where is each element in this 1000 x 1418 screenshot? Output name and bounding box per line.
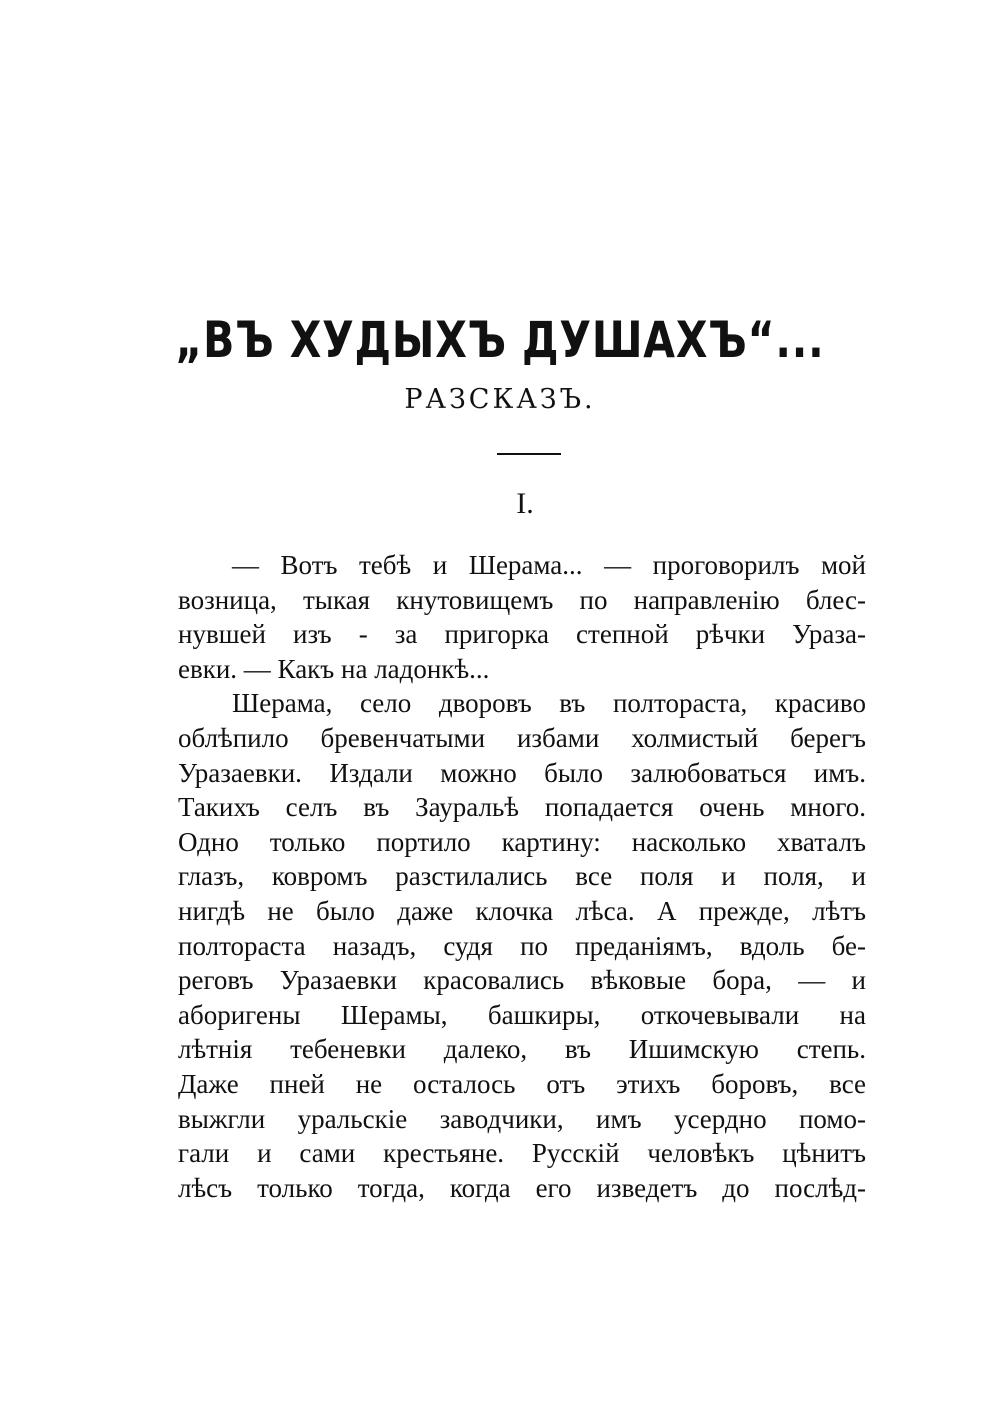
text-line: аборигены Шерамы, башкиры, откочевывали на bbox=[178, 999, 866, 1030]
text-line: нувшей изъ - за пригорка степной рѣчки Ураза- bbox=[178, 619, 866, 650]
text-line: нигдѣ не было даже клочка лѣса. А прежде, лѣтъ bbox=[178, 895, 866, 926]
text-line: гали и сами крестьяне. Русскій человѣкъ цѣнитъ bbox=[178, 1138, 866, 1169]
text-line: Такихъ селъ въ Зауральѣ попадается очень много. bbox=[178, 792, 866, 823]
title-divider bbox=[497, 453, 561, 455]
text-line: возница, тыкая кнутовищемъ по направленію блес- bbox=[178, 584, 866, 615]
text-line: полтораста назадъ, судя по преданіямъ, вдоль бе- bbox=[178, 930, 866, 961]
text-line: Даже пней не осталось отъ этихъ боровъ, все bbox=[178, 1068, 866, 1099]
text-line: евки. — Какъ на ладонкѣ... bbox=[178, 653, 490, 684]
text-line: лѣсъ только тогда, когда его изведетъ до послѣд- bbox=[178, 1172, 866, 1203]
text-line: лѣтнія тебеневки далеко, въ Ишимскую степь. bbox=[178, 1034, 866, 1065]
body-text bbox=[178, 548, 866, 1205]
story-subtitle: РАЗСКАЗЪ. bbox=[404, 384, 596, 415]
text-line: глазъ, ковромъ разстилались все поля и поля, и bbox=[178, 861, 866, 892]
text-line: Одно только портило картину: насколько хваталъ bbox=[178, 826, 866, 857]
chapter-number: I. bbox=[516, 487, 534, 520]
text-line: выжгли уральскіе заводчики, имъ усердно помо- bbox=[178, 1103, 866, 1134]
text-line: Шерама, село дворовъ въ полтораста, красиво bbox=[232, 688, 866, 719]
text-line: Уразаевки. Издали можно было залюбоваться имъ. bbox=[178, 757, 866, 788]
text-line: облѣпило бревенчатыми избами холмистый берегъ bbox=[178, 722, 866, 753]
text-line: реговъ Уразаевки красовались вѣковые бора, — и bbox=[178, 965, 866, 996]
text-line: — Вотъ тебѣ и Шерама... — проговорилъ мой bbox=[232, 550, 866, 580]
story-title: „ВЪ ХУДЫХЪ ДУШАХЪ“... bbox=[175, 311, 825, 369]
